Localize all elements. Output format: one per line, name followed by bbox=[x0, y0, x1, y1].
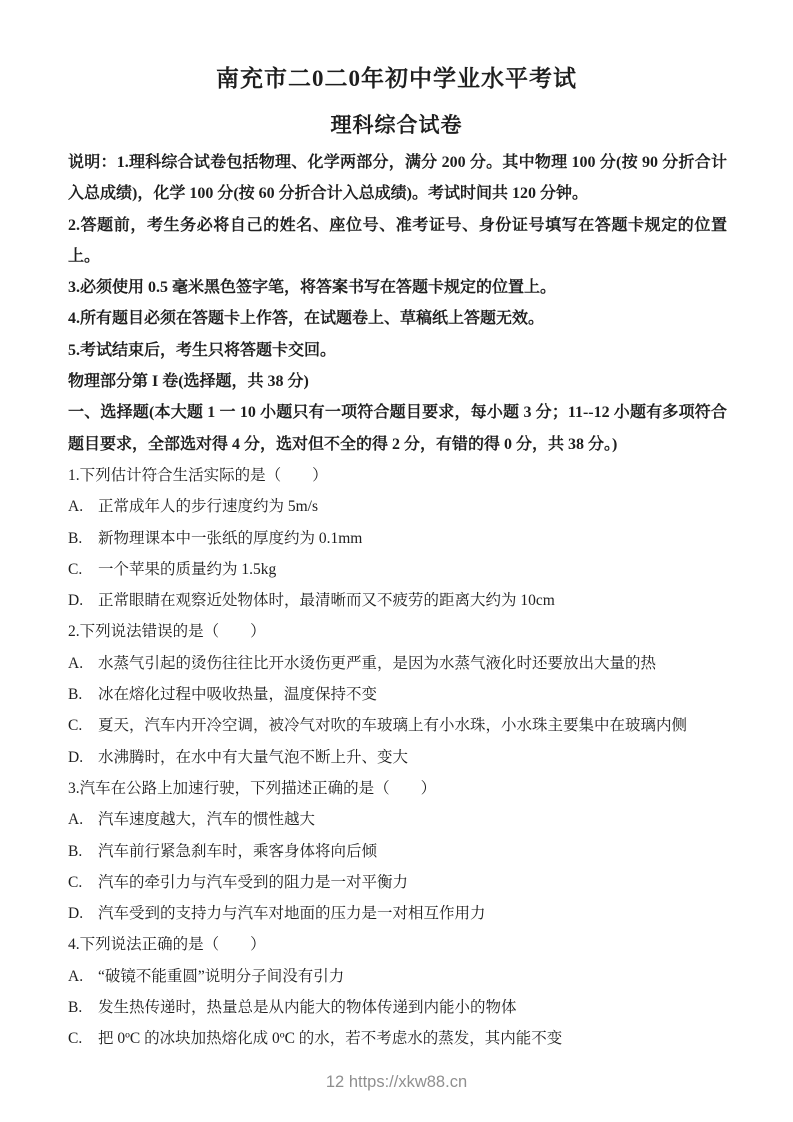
option-text: 新物理课本中一张纸的厚度约为 0.1mm bbox=[98, 529, 363, 547]
option-text: “破镜不能重圆”说明分子间没有引力 bbox=[98, 967, 345, 985]
option-label: A. bbox=[68, 654, 84, 672]
question-3-stem: 3.汽车在公路上加速行驶，下列描述正确的是（ ） bbox=[68, 779, 437, 797]
option-label: A. bbox=[68, 811, 84, 829]
option-text: 一个苹果的质量约为 1.5kg bbox=[98, 560, 277, 578]
option-text: 把 0ºC 的冰块加热熔化成 0ºC 的水，若不考虑水的蒸发，其内能不变 bbox=[98, 1030, 563, 1048]
question-1-option-d bbox=[68, 585, 727, 616]
footer-url: https://xkw88.cn bbox=[348, 1073, 468, 1091]
instruction-item-5: 5.考试结束后，考生只将答题卡交回。 bbox=[68, 341, 337, 359]
option-text: 夏天，汽车内开冷空调，被冷气对吹的车玻璃上有小水珠，小水珠主要集中在玻璃内侧 bbox=[98, 717, 688, 735]
question-4-stem: 4.下列说法正确的是（ ） bbox=[68, 936, 266, 954]
option-text: 正常眼睛在观察近处物体时，最清晰而又不疲劳的距离大约为 10cm bbox=[98, 592, 555, 610]
question-4-option-c bbox=[68, 1023, 727, 1054]
question-2-option-c bbox=[68, 710, 727, 741]
option-text: 发生热传递时，热量总是从内能大的物体传递到内能小的物体 bbox=[98, 999, 517, 1017]
question-1-stem: 1.下列估计符合生活实际的是（ ） bbox=[68, 466, 328, 484]
question-1-option-a bbox=[68, 491, 727, 522]
instruction-item-3: 3.必须使用 0.5 毫米黑色签字笔，将答案书写在答题卡规定的位置上。 bbox=[68, 279, 557, 297]
option-label: C. bbox=[68, 560, 83, 578]
page-subtitle: 理科综合试卷 bbox=[330, 113, 463, 137]
question-1-option-c bbox=[68, 554, 727, 585]
option-label: B. bbox=[68, 842, 83, 860]
question-4-option-a bbox=[68, 961, 727, 992]
option-label: A. bbox=[68, 498, 84, 516]
instruction-item-1: 说明：1.理科综合试卷包括物理、化学两部分，满分 200 分。其中物理 100 分(按 90 分折合计入总成绩)，化学 100 分(按 60 分折合计入总成绩)。考试时间共 120 分钟。 bbox=[68, 154, 727, 203]
part-heading: 一、选择题(本大题 1 一 10 小题只有一项符合题目要求，每小题 3 分；11--12 小题有多项符合题目要求，全部选对得 4 分，选对但不全的得 2 分，有错的得 0 分，共 38 分。) bbox=[68, 404, 727, 453]
instruction-item-4: 4.所有题目必须在答题卡上作答，在试题卷上、草稿纸上答题无效。 bbox=[68, 310, 545, 328]
question-2-option-b bbox=[68, 679, 727, 710]
option-label: C. bbox=[68, 1030, 83, 1048]
option-label: B. bbox=[68, 999, 83, 1017]
section-heading: 物理部分第 I 卷(选择题，共 38 分) bbox=[68, 373, 309, 391]
question-1-option-b bbox=[68, 523, 727, 554]
question-3-option-c bbox=[68, 867, 727, 898]
option-label: D. bbox=[68, 748, 84, 766]
question-3-option-d bbox=[68, 898, 727, 929]
question-4-option-b bbox=[68, 992, 727, 1023]
option-text: 汽车受到的支持力与汽车对地面的压力是一对相互作用力 bbox=[98, 905, 486, 923]
page-footer bbox=[0, 1071, 793, 1093]
question-3-option-a bbox=[68, 804, 727, 835]
option-label: D. bbox=[68, 905, 84, 923]
option-label: B. bbox=[68, 686, 83, 704]
option-text: 正常成年人的步行速度约为 5m/s bbox=[98, 498, 319, 516]
question-2-option-d bbox=[68, 742, 727, 773]
question-2-stem: 2.下列说法错误的是（ ） bbox=[68, 623, 266, 641]
option-text: 冰在熔化过程中吸收热量，温度保持不变 bbox=[98, 686, 378, 704]
exam-body bbox=[68, 147, 727, 1055]
option-label: C. bbox=[68, 873, 83, 891]
option-text: 水蒸气引起的烫伤往往比开水烫伤更严重，是因为水蒸气液化时还要放出大量的热 bbox=[98, 654, 657, 672]
question-3-option-b bbox=[68, 836, 727, 867]
page-title: 南充市二0二0年初中学业水平考试 bbox=[216, 66, 577, 91]
option-label: D. bbox=[68, 592, 84, 610]
option-text: 水沸腾时，在水中有大量气泡不断上升、变大 bbox=[98, 748, 409, 766]
option-label: C. bbox=[68, 717, 83, 735]
question-2-option-a bbox=[68, 648, 727, 679]
page-number: 12 bbox=[325, 1073, 345, 1091]
option-label: B. bbox=[68, 529, 83, 547]
option-label: A. bbox=[68, 967, 84, 985]
option-text: 汽车速度越大，汽车的惯性越大 bbox=[98, 811, 316, 829]
option-text: 汽车的牵引力与汽车受到的阻力是一对平衡力 bbox=[98, 873, 409, 891]
instruction-item-2: 2.答题前，考生务必将自己的姓名、座位号、准考证号、身份证号填写在答题卡规定的位置上。 bbox=[68, 216, 727, 265]
option-text: 汽车前行紧急刹车时，乘客身体将向后倾 bbox=[98, 842, 378, 860]
